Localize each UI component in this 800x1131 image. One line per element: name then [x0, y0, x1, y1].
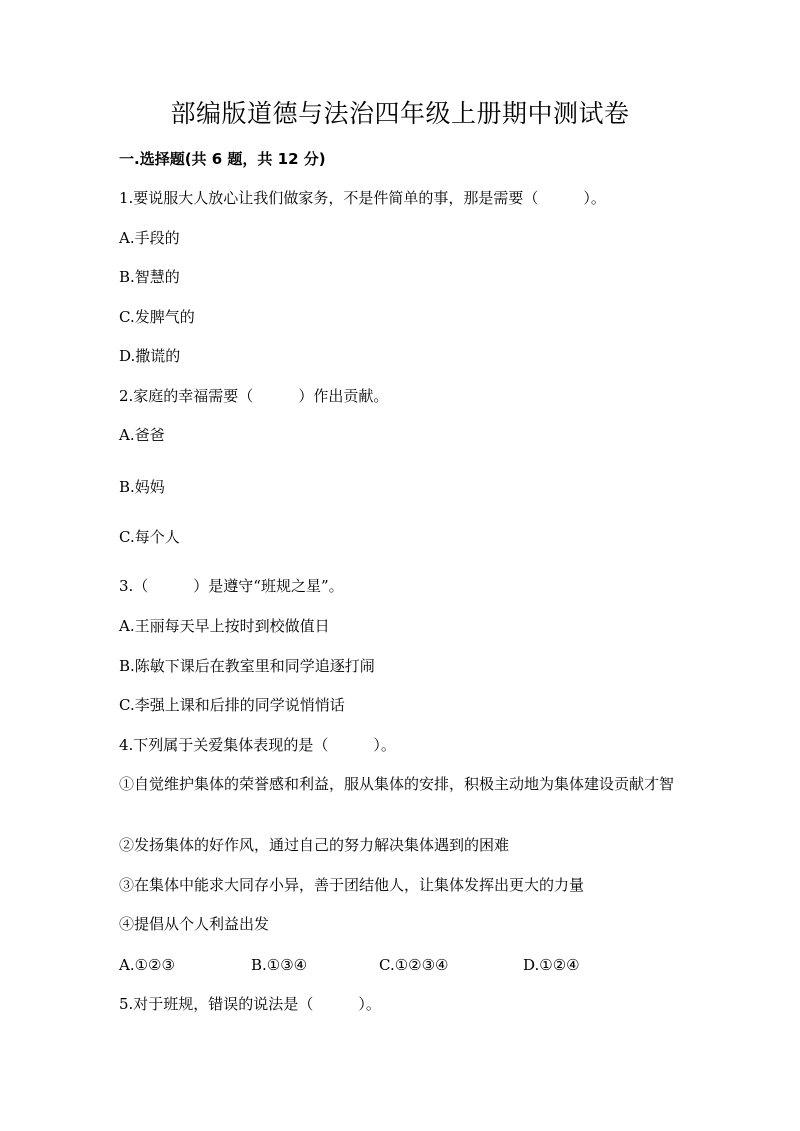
question-1-option-d: D.撒谎的	[119, 347, 181, 365]
question-3-option-a: A.王丽每天早上按时到校做值日	[119, 617, 330, 635]
question-3-option-c: C.李强上课和后排的同学说悄悄话	[119, 696, 345, 714]
question-4-option-b: B.①③④	[251, 956, 308, 974]
question-1-option-c: C.发脾气的	[119, 308, 195, 326]
question-4-option-d: D.①②④	[523, 956, 580, 974]
question-5-stem: 5.对于班规，错误的说法是（ ）。	[119, 995, 381, 1013]
question-4-statement-2: ②发扬集体的好作风，通过自己的努力解决集体遇到的困难	[119, 836, 510, 854]
question-1-option-b: B.智慧的	[119, 268, 180, 286]
question-1-stem: 1.要说服大人放心让我们做家务，不是件简单的事，那是需要（ ）。	[119, 189, 606, 207]
question-4-statement-1: ①自觉维护集体的荣誉感和利益，服从集体的安排，积极主动地为集体建设贡献才智	[119, 775, 675, 793]
question-3-option-b: B.陈敏下课后在教室里和同学追逐打闹	[119, 657, 375, 675]
question-2-stem: 2.家庭的幸福需要（ ）作出贡献。	[119, 387, 389, 405]
question-4-statement-4: ④提倡从个人利益出发	[119, 915, 270, 933]
question-4-statement-3: ③在集体中能求大同存小异，善于团结他人，让集体发挥出更大的力量	[119, 876, 585, 894]
question-4-stem: 4.下列属于关爱集体表现的是（ ）。	[119, 736, 396, 754]
question-2-option-a: A.爸爸	[119, 426, 165, 444]
question-2-option-c: C.每个人	[119, 528, 180, 546]
page-title: 部编版道德与法治四年级上册期中测试卷	[170, 99, 630, 128]
question-3-stem: 3.（ ）是遵守“班规之星”。	[119, 577, 344, 595]
question-4-options	[119, 954, 679, 976]
question-4-option-c: C.①②③④	[379, 956, 449, 974]
question-4-option-a: A.①②③	[119, 956, 175, 974]
question-1-option-a: A.手段的	[119, 229, 180, 247]
question-2-option-b: B.妈妈	[119, 478, 165, 496]
section-heading: 一.选择题(共 6 题，共 12 分)	[119, 150, 326, 168]
